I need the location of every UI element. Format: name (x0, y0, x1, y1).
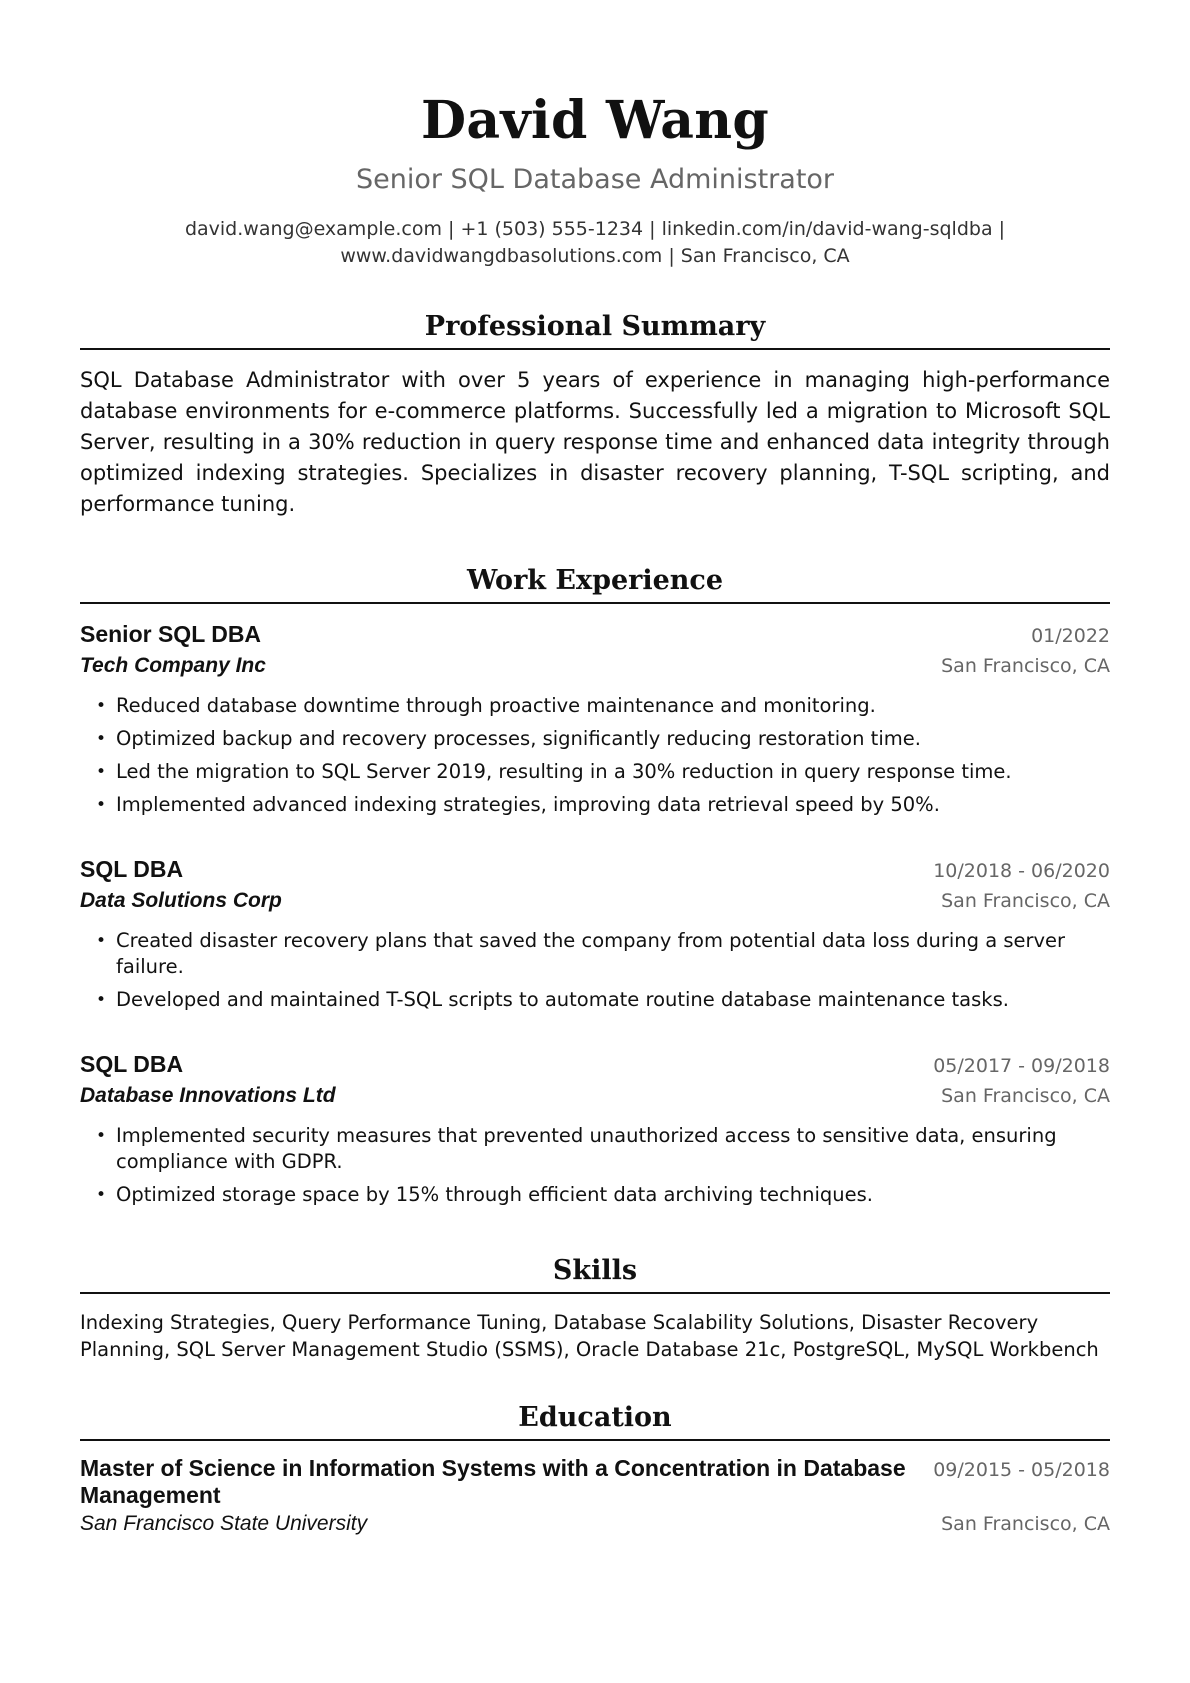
contact-line-2: www.davidwangdbasolutions.com | San Francisco, CA (340, 245, 850, 267)
summary-text: SQL Database Administrator with over 5 years of experience in managing high-performance database environments for e-commerce platforms. Successfully led a migration to Microsoft SQL Server, resulting in a 30% reduction in query response time and enhanced data integrity through optimized indexing strategies. Specializes in disaster recovery planning, T-SQL scripting, and performance tuning. (80, 368, 1110, 516)
job-bullet: • Led the migration to SQL Server 2019, resulting in a 30% reduction in query response time. (96, 759, 1110, 785)
job-bullet: • Implemented security measures that prevented unauthorized access to sensitive data, ensuring compliance with GDPR. (96, 1123, 1110, 1175)
job-company: Database Innovations Ltd (80, 1084, 336, 1107)
education-dates: 09/2015 - 05/2018 (933, 1459, 1110, 1481)
skills-section-title: Skills (80, 1254, 1110, 1294)
education-location: San Francisco, CA (941, 1513, 1110, 1535)
job-bullet: • Optimized storage space by 15% through efficient data archiving techniques. (96, 1182, 1110, 1208)
job-location: San Francisco, CA (941, 655, 1110, 677)
job-location: San Francisco, CA (941, 890, 1110, 912)
job-entry (80, 854, 1110, 1013)
job-company: Data Solutions Corp (80, 889, 282, 912)
job-dates: 01/2022 (1031, 625, 1110, 647)
job-title: Senior SQL DBA (80, 621, 262, 647)
job-bullet: • Optimized backup and recovery processes, significantly reducing restoration time. (96, 726, 1110, 752)
job-company: Tech Company Inc (80, 654, 266, 677)
job-title: SQL DBA (80, 856, 184, 882)
job-entry (80, 1049, 1110, 1208)
skills-text: Indexing Strategies, Query Performance Tuning, Database Scalability Solutions, Disaster Recovery Planning, SQL Server Management Studio (SSMS), Oracle Database 21c, PostgreSQL, MySQL Workbench (80, 1311, 1099, 1361)
job-bullet: • Developed and maintained T-SQL scripts to automate routine database maintenance tasks. (96, 987, 1110, 1013)
job-bullet: • Implemented advanced indexing strategies, improving data retrieval speed by 50%. (96, 792, 1110, 818)
education-school: San Francisco State University (80, 1512, 368, 1535)
job-dates: 05/2017 - 09/2018 (933, 1055, 1110, 1077)
job-bullet: • Created disaster recovery plans that saved the company from potential data loss during a server failure. (96, 928, 1110, 980)
contact-line-1: david.wang@example.com | +1 (503) 555-1234 | linkedin.com/in/david-wang-sqldba | (184, 218, 1006, 240)
job-bullet: • Reduced database downtime through proactive maintenance and monitoring. (96, 693, 1110, 719)
job-bullets (80, 1123, 1110, 1208)
job-dates: 10/2018 - 06/2020 (933, 860, 1110, 882)
contact-info (80, 216, 1110, 270)
education-degree: Master of Science in Information Systems with a Concentration in Database Management (80, 1455, 906, 1508)
candidate-name: David Wang (421, 90, 769, 151)
candidate-headline: Senior SQL Database Administrator (355, 164, 835, 195)
education-entry (80, 1455, 1110, 1539)
job-bullets (80, 693, 1110, 818)
job-entry (80, 619, 1110, 818)
education-section-title: Education (80, 1401, 1110, 1441)
job-location: San Francisco, CA (941, 1085, 1110, 1107)
work-section-title: Work Experience (80, 564, 1110, 604)
job-bullets (80, 928, 1110, 1013)
summary-section-title: Professional Summary (80, 310, 1110, 350)
job-title: SQL DBA (80, 1051, 184, 1077)
